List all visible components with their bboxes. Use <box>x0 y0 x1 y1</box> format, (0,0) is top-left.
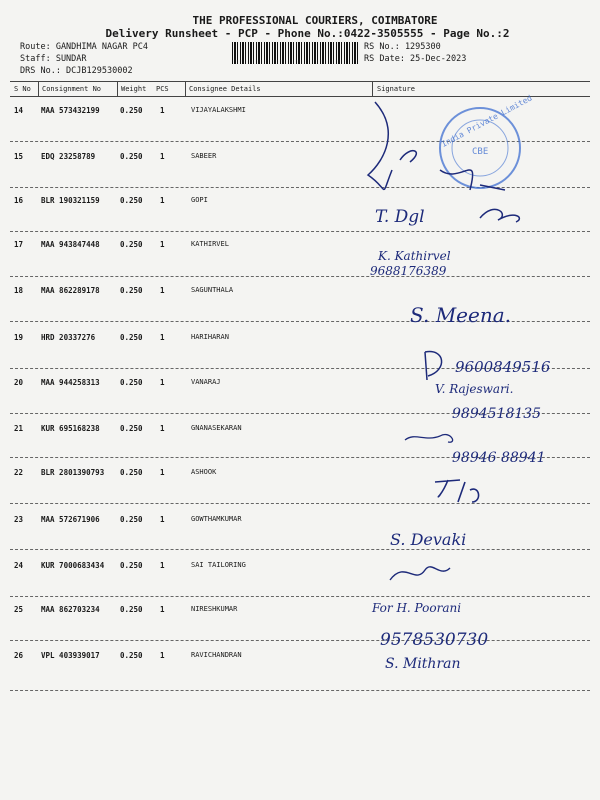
signature-row26: S. Mithran <box>385 656 461 672</box>
signature-scribble-14 <box>368 102 416 189</box>
barcode <box>232 42 358 64</box>
col-header-consignment: Consignment No <box>42 85 102 93</box>
staff-label: Staff: SUNDAR <box>20 54 87 64</box>
signature-scribble-24 <box>390 567 450 580</box>
row-consignment-no: KUR 695168238 <box>41 424 100 433</box>
signature-row20-phone: 9894518135 <box>452 406 542 422</box>
runsheet-subtitle: Delivery Runsheet - PCP - Phone No.:0422-3505555 - Page No.:2 <box>105 27 510 40</box>
row-sno: 23 <box>14 515 24 524</box>
row-weight: 0.250 <box>120 561 143 570</box>
signature-row25-name: For H. Poorani <box>372 601 462 615</box>
row-consignee: HARIHARAN <box>191 333 229 341</box>
row-consignee: SAI TAILORING <box>191 561 246 569</box>
row-separator <box>10 141 590 142</box>
row-separator <box>10 276 590 277</box>
row-pcs: 1 <box>160 561 165 570</box>
row-weight: 0.250 <box>120 424 143 433</box>
row-pcs: 1 <box>160 424 165 433</box>
row-weight: 0.250 <box>120 152 143 161</box>
row-weight: 0.250 <box>120 286 143 295</box>
row-sno: 17 <box>14 240 24 249</box>
row-sno: 15 <box>14 152 24 161</box>
signature-row23: S. Devaki <box>390 530 467 549</box>
route-label: Route: GANDHIMA NAGAR PC4 <box>20 42 148 52</box>
row-consignment-no: MAA 573432199 <box>41 106 100 115</box>
row-consignee: GNANASEKARAN <box>191 424 242 432</box>
stamp-text: India Private Limited <box>440 93 534 149</box>
row-sno: 25 <box>14 605 24 614</box>
row-consignment-no: MAA 572671906 <box>41 515 100 524</box>
row-separator <box>10 368 590 369</box>
row-weight: 0.250 <box>120 240 143 249</box>
row-separator <box>10 321 590 322</box>
row-weight: 0.250 <box>120 468 143 477</box>
row-consignee: SABEER <box>191 152 217 160</box>
row-pcs: 1 <box>160 468 165 477</box>
row-pcs: 1 <box>160 378 165 387</box>
signature-row17-name: K. Kathirvel <box>378 249 451 263</box>
row-sno: 20 <box>14 378 24 387</box>
row-weight: 0.250 <box>120 196 143 205</box>
rs-number: RS No.: 1295300 <box>364 42 441 52</box>
row-sno: 21 <box>14 424 24 433</box>
row-sno: 16 <box>14 196 24 205</box>
row-pcs: 1 <box>160 152 165 161</box>
signature-scribble-16 <box>480 209 519 222</box>
row-consignee: NIRESHKUMAR <box>191 605 238 613</box>
row-consignment-no: MAA 944258313 <box>41 378 100 387</box>
row-weight: 0.250 <box>120 515 143 524</box>
column-divider <box>117 81 118 96</box>
row-consignee: GOWTHAMKUMAR <box>191 515 242 523</box>
col-header-pcs: PCS <box>156 85 169 93</box>
stamp-city: CBE <box>472 147 489 157</box>
company-title: THE PROFESSIONAL COURIERS, COIMBATORE <box>192 14 438 27</box>
row-consignee: ASHOOK <box>191 468 217 476</box>
row-sno: 19 <box>14 333 24 342</box>
signature-row16: T. Dgl <box>375 207 425 227</box>
table-header-rule <box>10 96 590 97</box>
row-separator <box>10 596 590 597</box>
row-consignment-no: BLR 2801390793 <box>41 468 105 477</box>
row-pcs: 1 <box>160 196 165 205</box>
row-consignment-no: MAA 862289178 <box>41 286 100 295</box>
col-header-weight: Weight <box>121 85 147 93</box>
column-divider <box>372 81 373 96</box>
row-separator <box>10 413 590 414</box>
row-pcs: 1 <box>160 106 165 115</box>
signature-row18: S. Meena. <box>410 303 512 327</box>
row-separator <box>10 231 590 232</box>
col-header-consignee: Consignee Details <box>189 85 261 93</box>
signature-row21: 98946 88941 <box>452 450 546 466</box>
row-separator <box>10 457 590 458</box>
row-separator <box>10 690 590 691</box>
signature-row20-name: V. Rajeswari. <box>435 382 514 396</box>
row-separator <box>10 549 590 550</box>
row-consignment-no: KUR 7000683434 <box>41 561 105 570</box>
signature-scribble-22 <box>435 480 479 502</box>
row-consignment-no: EDQ 23258789 <box>41 152 96 161</box>
row-weight: 0.250 <box>120 333 143 342</box>
row-pcs: 1 <box>160 515 165 524</box>
row-sno: 24 <box>14 561 24 570</box>
col-header-sno: S No <box>14 85 31 93</box>
row-sno: 18 <box>14 286 24 295</box>
row-sno: 14 <box>14 106 24 115</box>
column-divider <box>38 81 39 96</box>
signature-row25-phone: 9578530730 <box>380 630 489 650</box>
row-sno: 22 <box>14 468 24 477</box>
row-separator <box>10 187 590 188</box>
row-consignment-no: BLR 190321159 <box>41 196 100 205</box>
row-separator <box>10 503 590 504</box>
row-consignment-no: MAA 943847448 <box>41 240 100 249</box>
column-divider <box>185 81 186 96</box>
row-consignment-no: HRD 20337276 <box>41 333 96 342</box>
row-consignee: GOPI <box>191 196 208 204</box>
row-weight: 0.250 <box>120 651 143 660</box>
signature-row17-phone: 9688176389 <box>370 264 447 278</box>
row-consignee: KATHIRVEL <box>191 240 229 248</box>
row-consignee: RAVICHANDRAN <box>191 651 242 659</box>
signature-scribble-21 <box>405 434 453 442</box>
row-consignment-no: VPL 403939017 <box>41 651 100 660</box>
row-consignee: VANARAJ <box>191 378 221 386</box>
signature-overlay <box>330 90 600 700</box>
drs-number: DRS No.: DCJB129530002 <box>20 66 133 76</box>
row-sno: 26 <box>14 651 24 660</box>
row-consignment-no: MAA 862703234 <box>41 605 100 614</box>
signature-row19: 9600849516 <box>455 358 551 376</box>
row-weight: 0.250 <box>120 605 143 614</box>
signature-scribble-19 <box>425 352 442 380</box>
rs-date: RS Date: 25-Dec-2023 <box>364 54 467 64</box>
row-pcs: 1 <box>160 240 165 249</box>
col-header-signature: Signature <box>377 85 415 93</box>
row-pcs: 1 <box>160 333 165 342</box>
row-weight: 0.250 <box>120 106 143 115</box>
row-pcs: 1 <box>160 605 165 614</box>
table-top-rule <box>10 81 590 82</box>
row-weight: 0.250 <box>120 378 143 387</box>
row-pcs: 1 <box>160 286 165 295</box>
row-consignee: VIJAYALAKSHMI <box>191 106 246 114</box>
row-separator <box>10 640 590 641</box>
row-consignee: SAGUNTHALA <box>191 286 234 294</box>
row-pcs: 1 <box>160 651 165 660</box>
